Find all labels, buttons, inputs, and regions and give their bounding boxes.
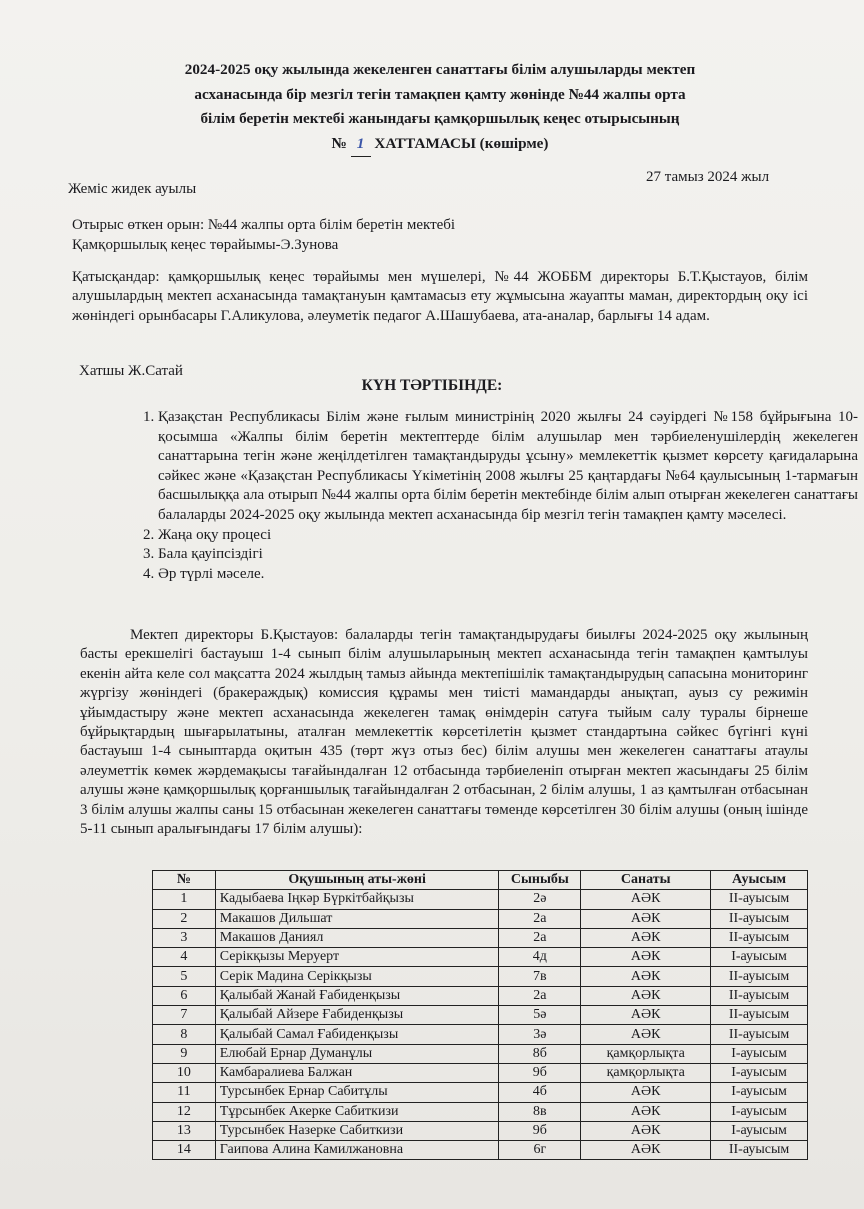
- cell-student-name: Қалыбай Самал Ғабиденқызы: [215, 1025, 499, 1044]
- cell-student-name: Турсынбек Ернар Сабитұлы: [215, 1083, 499, 1102]
- cell-shift: ІІ-ауысым: [711, 909, 808, 928]
- cell-student-name: Елюбай Ернар Думанұлы: [215, 1044, 499, 1063]
- table-row: [153, 1141, 808, 1160]
- cell-student-name: Кадыбаева Іңкәр Бүркітбайқызы: [215, 890, 499, 909]
- cell-category: АӘК: [581, 1121, 711, 1140]
- title-line-3: білім беретін мектебі жанындағы қамқоршылық кеңес отырысының: [200, 110, 680, 127]
- cell-number: 5: [153, 967, 216, 986]
- table-row: [153, 1006, 808, 1025]
- table-row: [153, 1121, 808, 1140]
- agenda-list: [108, 408, 858, 584]
- cell-category: АӘК: [581, 1025, 711, 1044]
- cell-category: қамқорлықта: [581, 1063, 711, 1082]
- cell-number: 11: [153, 1083, 216, 1102]
- table-row: [153, 928, 808, 947]
- col-header-category: Санаты: [581, 871, 711, 890]
- agenda-item: 3. Бала қауіпсіздігі: [158, 545, 858, 565]
- protocol-word: ХАТТАМАСЫ (көшірме): [374, 134, 549, 152]
- table-row: [153, 890, 808, 909]
- cell-class: 3ә: [499, 1025, 581, 1044]
- cell-category: АӘК: [581, 909, 711, 928]
- cell-class: 9б: [499, 1063, 581, 1082]
- meeting-date: 27 тамыз 2024 жыл: [646, 169, 770, 185]
- council-chair: Қамқоршылық кеңес төрайымы-Э.Зунова: [72, 237, 339, 253]
- col-header-number: №: [153, 871, 216, 890]
- cell-class: 7в: [499, 967, 581, 986]
- table-header-row: [153, 871, 808, 890]
- cell-number: 7: [153, 1006, 216, 1025]
- cell-category: АӘК: [581, 1006, 711, 1025]
- protocol-number: 1: [351, 132, 371, 158]
- cell-student-name: Қалыбай Айзере Ғабиденқызы: [215, 1006, 499, 1025]
- cell-class: 9б: [499, 1121, 581, 1140]
- cell-category: АӘК: [581, 967, 711, 986]
- cell-number: 2: [153, 909, 216, 928]
- cell-category: АӘК: [581, 1083, 711, 1102]
- cell-class: 2а: [499, 986, 581, 1005]
- agenda-item: 2. Жаңа оқу процесі: [158, 526, 858, 546]
- cell-category: қамқорлықта: [581, 1044, 711, 1063]
- table-row: [153, 1044, 808, 1063]
- cell-student-name: Макашов Даниял: [215, 928, 499, 947]
- cell-student-name: Қалыбай Жанай Ғабиденқызы: [215, 986, 499, 1005]
- cell-number: 14: [153, 1141, 216, 1160]
- protocol-prefix: №: [331, 134, 347, 152]
- cell-class: 4б: [499, 1083, 581, 1102]
- cell-student-name: Серік Мадина Серікқызы: [215, 967, 499, 986]
- village-name: Жеміс жидек ауылы: [68, 181, 197, 197]
- cell-class: 8б: [499, 1044, 581, 1063]
- cell-number: 13: [153, 1121, 216, 1140]
- participants-text: Қатысқандар: қамқоршылық кеңес төрайымы мен мүшелері, №44 ЖОББМ директоры Б.Т.Қыстауов, білім алушылардың мектеп асханасында тамақтануын қамтамасыз ету жұмысына жауапты маман, директордың оқу ісі жөніндегі орынбасары Г.Аликулова, әлеуметік педагог А.Шашубаева, ата-аналар, барлығы 14 адам.: [72, 269, 808, 324]
- cell-shift: ІІ-ауысым: [711, 890, 808, 909]
- cell-shift: ІІ-ауысым: [711, 1006, 808, 1025]
- cell-number: 8: [153, 1025, 216, 1044]
- cell-number: 10: [153, 1063, 216, 1082]
- table-row: [153, 986, 808, 1005]
- cell-class: 6г: [499, 1141, 581, 1160]
- cell-category: АӘК: [581, 1141, 711, 1160]
- cell-student-name: Макашов Дильшат: [215, 909, 499, 928]
- document-title: [120, 58, 760, 157]
- title-line-2: асханасында бір мезгіл тегін тамақпен қамту жөнінде №44 жалпы орта: [194, 85, 686, 103]
- agenda-item: 1. Қазақстан Республикасы Білім және ғылым министрінің 2020 жылғы 24 сәуірдегі №158 бұйрығына 10-қосымша «Жалпы білім беретін мектептерде білім алушылар мен тәрбиеленушілердің жекелеген санаттарына тегін және жеңілдетілген тамақтандыруды ұсыну» мемлекеттік қызмет көрсету қағидаларына сәйкес және «Қазақстан Республикасы Үкіметінің 2008 жылғы 25 қаңтардағы №64 қаулысының 1-тармағын басшылыққа ала отырып №44 жалпы орта білім беретін мектебінде білім алып отырған жекелеген санаттағы балаларды 2024-2025 оқу жылында мектеп асханасында бір мезгіл тегін тамақпен қамту мәселесі.: [158, 408, 858, 526]
- agenda-item: 4. Әр түрлі мәселе.: [158, 565, 858, 585]
- cell-student-name: Гаипова Алина Камилжановна: [215, 1141, 499, 1160]
- cell-category: АӘК: [581, 948, 711, 967]
- cell-number: 4: [153, 948, 216, 967]
- cell-shift: ІІ-ауысым: [711, 967, 808, 986]
- table-row: [153, 909, 808, 928]
- meeting-place: Отырыс өткен орын: №44 жалпы орта білім беретін мектебі: [72, 217, 456, 233]
- col-header-name: Оқушының аты-жөні: [215, 871, 499, 890]
- table-row: [153, 1083, 808, 1102]
- col-header-class: Сыныбы: [499, 871, 581, 890]
- cell-number: 12: [153, 1102, 216, 1121]
- cell-class: 8в: [499, 1102, 581, 1121]
- cell-number: 6: [153, 986, 216, 1005]
- col-header-shift: Ауысым: [711, 871, 808, 890]
- cell-shift: І-ауысым: [711, 1083, 808, 1102]
- cell-number: 1: [153, 890, 216, 909]
- students-table: [152, 870, 808, 1160]
- cell-class: 4д: [499, 948, 581, 967]
- cell-shift: І-ауысым: [711, 1044, 808, 1063]
- cell-shift: ІІ-ауысым: [711, 1141, 808, 1160]
- cell-category: АӘК: [581, 890, 711, 909]
- cell-student-name: Серікқызы Меруерт: [215, 948, 499, 967]
- cell-shift: ІІ-ауысым: [711, 1025, 808, 1044]
- cell-shift: І-ауысым: [711, 1102, 808, 1121]
- table-row: [153, 1102, 808, 1121]
- cell-student-name: Тұрсынбек Акерке Сабиткизи: [215, 1102, 499, 1121]
- cell-shift: І-ауысым: [711, 948, 808, 967]
- agenda-heading: КҮН ТӘРТІБІНДЕ:: [361, 377, 503, 394]
- secretary: Хатшы Ж.Сатай: [79, 363, 183, 379]
- cell-shift: І-ауысым: [711, 1063, 808, 1082]
- title-line-1: 2024-2025 оқу жылында жекеленген санаттағы білім алушыларды мектеп: [184, 61, 696, 78]
- table-row: [153, 1063, 808, 1082]
- cell-class: 2а: [499, 909, 581, 928]
- cell-class: 2а: [499, 928, 581, 947]
- cell-student-name: Турсынбек Назерке Сабиткизи: [215, 1121, 499, 1140]
- cell-class: 2ә: [499, 890, 581, 909]
- cell-shift: ІІ-ауысым: [711, 986, 808, 1005]
- cell-class: 5ә: [499, 1006, 581, 1025]
- cell-student-name: Камбаралиева Балжан: [215, 1063, 499, 1082]
- table-row: [153, 1025, 808, 1044]
- cell-number: 9: [153, 1044, 216, 1063]
- table-row: [153, 967, 808, 986]
- cell-number: 3: [153, 928, 216, 947]
- cell-category: АӘК: [581, 986, 711, 1005]
- cell-shift: І-ауысым: [711, 1121, 808, 1140]
- table-row: [153, 948, 808, 967]
- cell-shift: ІІ-ауысым: [711, 928, 808, 947]
- protocol-line: [120, 132, 760, 158]
- director-statement: Мектеп директоры Б.Қыстауов: балаларды тегін тамақтандырудағы биылғы 2024-2025 оқу жылының басты ерекшелігі бастауыш 1-4 сынып білім алушыларының мектеп асханасында тегін тамақпен қамтылуы екенін айта келе сол мақсатта 2024 жылдың тамыз айында мектепішілік тамақтандырудың сапасына мониторинг жүргізу жөніндегі (бракераждық) комиссия құрамы мен тиісті мамандарды анықтап, ауыз су режимін ұйымдастыру және мектеп асханасында жекелеген тамақ өнімдерін сатуға тыйым салу туралы бірнеше бұйрықтардың шығарылатыны, аталған мемлекеттік көрсетілетін қызмет стандартына сәйкес бүгінгі күні бастауыш 1-4 сыныптарда оқитын 435 (төрт жүз отыз бес) білім алушы мен жекелеген санаттағы атаулы әлеуметтік көмек жәрдемақысы тағайындалған 12 отбасында тәрбиеленіп отырған мектеп жасындағы 25 білім алушы және қамқоршылық қорғаншылық тағайындалған 2 отбасынан, 2 білім алушы, 1 аз қамтылған отбасынан 3 білім алушы жалпы саны 15 отбасынан жекелеген санаттағы төменде көрсетілген 30 білім алушы (оның ішінде 5-11 сынып аралығындағы 17 білім алушы):: [80, 627, 808, 838]
- cell-category: АӘК: [581, 1102, 711, 1121]
- cell-category: АӘК: [581, 928, 711, 947]
